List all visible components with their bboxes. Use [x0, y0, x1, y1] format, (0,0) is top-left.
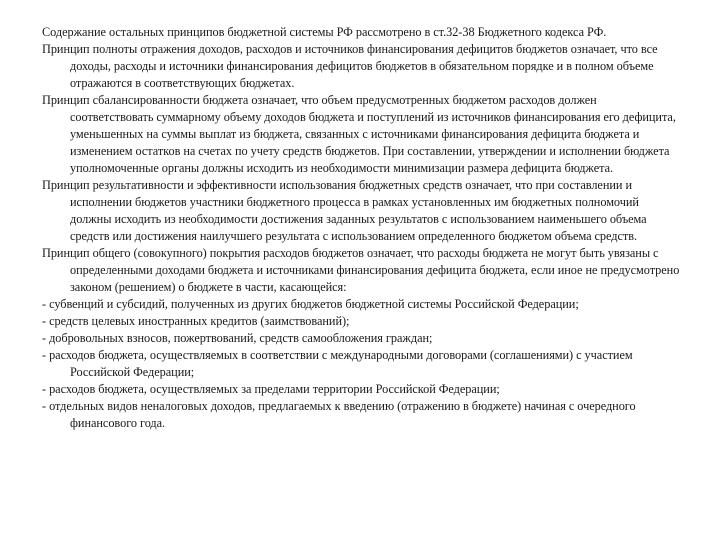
- paragraph-effectiveness-principle: Принцип результативности и эффективности использования бюджетных средств означает, что при составлении и исполнении бюджетов участники бюджетного процесса в рамках установленных им бюджетных полномочий должны исходить из необходимости достижения заданных результатов с использованием наименьшего объема средств или достижения наилучшего результата с использованием определенного бюджетом объема средств.: [42, 178, 647, 243]
- paragraph-completeness-principle: Принцип полноты отражения доходов, расходов и источников финансирования дефицитов бюджетов означает, что все доходы, расходы и источники финансирования дефицитов бюджетов в обязательном порядке и в полном объеме отражаются в соответствующих бюджетах.: [42, 42, 658, 90]
- paragraph-balance-principle: Принцип сбалансированности бюджета означает, что объем предусмотренных бюджетом расходов должен соответствовать суммарному объему доходов бюджета и поступлений из источников финансирования его дефицита, уменьшенных на суммы выплат из бюджета, связанных с источниками финансирования дефицита бюджета и изменением остатков на счетах по учету средств бюджетов. При составлении, утверждении и исполнении бюджета уполномоченные органы должны исходить из необходимости минимизации размера дефицита бюджета.: [42, 93, 676, 175]
- document-body: [42, 24, 682, 432]
- paragraph-intro: Содержание остальных принципов бюджетной системы РФ рассмотрено в ст.32-38 Бюджетного кодекса РФ.: [42, 25, 607, 39]
- paragraph-total-coverage-principle: Принцип общего (совокупного) покрытия расходов бюджетов означает, что расходы бюджета не могут быть увязаны с определенными доходами бюджета и источниками финансирования дефицита бюджета, если иное не предусмотрено законом (решением) о бюджете в части, касающейся:: [42, 246, 680, 294]
- list-item-foreign-credits: - средств целевых иностранных кредитов (заимствований);: [42, 314, 350, 328]
- list-item-international-agreements: - расходов бюджета, осуществляемых в соответствии с международными договорами (соглашениями) с участием Российской Федерации;: [42, 348, 633, 379]
- list-item-non-tax-revenues: - отдельных видов неналоговых доходов, предлагаемых к введению (отражению в бюджете) начиная с очередного финансового года.: [42, 399, 636, 430]
- list-item-outside-territory: - расходов бюджета, осуществляемых за пределами территории Российской Федерации;: [42, 382, 500, 396]
- list-item-voluntary-contributions: - добровольных взносов, пожертвований, средств самообложения граждан;: [42, 331, 433, 345]
- list-item-subventions: - субвенций и субсидий, полученных из других бюджетов бюджетной системы Российской Федерации;: [42, 297, 579, 311]
